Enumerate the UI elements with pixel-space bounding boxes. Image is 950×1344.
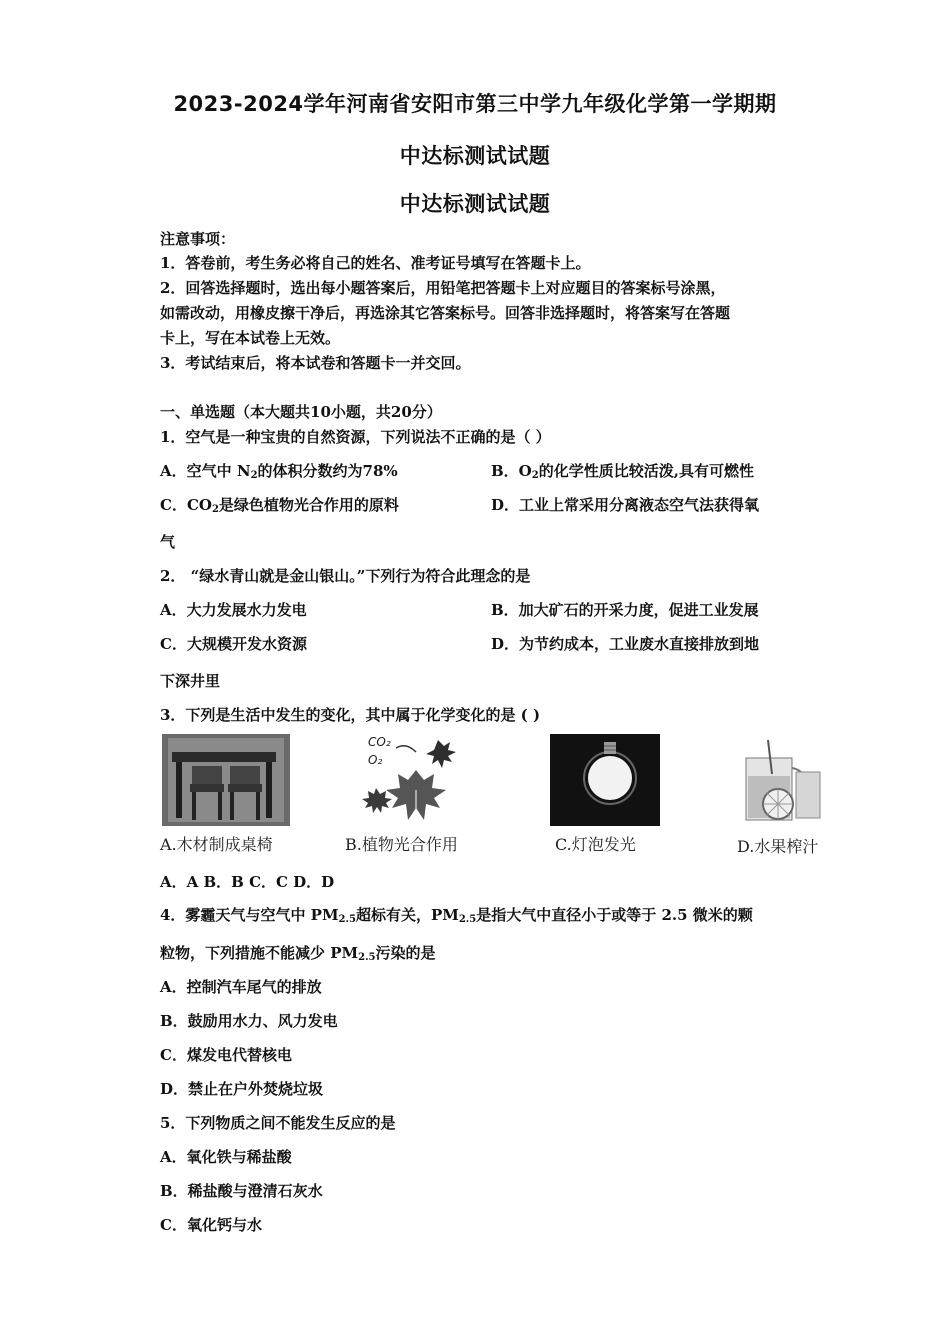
q5-option-c: C．氧化钙与水	[160, 1216, 262, 1234]
q2-option-b: B．加大矿石的开采力度，促进工业发展	[491, 601, 759, 619]
q3-options: A．A B．B C．C D．D	[160, 873, 335, 891]
q4-option-a: A．控制汽车尾气的排放	[160, 978, 322, 996]
notice-item-2c: 卡上，写在本试卷上无效。	[160, 329, 341, 347]
q1-option-c	[160, 494, 399, 515]
fruit-juice-image	[738, 738, 832, 824]
q1-a-text: A．空气中 N	[160, 462, 251, 480]
q4-stem2-a: 粒物，下列措施不能减少 PM	[160, 944, 359, 962]
o2-label: O₂	[368, 753, 383, 767]
q1-option-a	[160, 460, 398, 481]
q1-b-text-post: 的化学性质比较活泼,具有可燃性	[538, 462, 754, 480]
q4-option-c: C．煤发电代替核电	[160, 1046, 292, 1064]
q3-stem: 3．下列是生活中发生的变化，其中属于化学变化的是 ( )	[160, 706, 541, 724]
q5-option-a: A．氧化铁与稀盐酸	[160, 1148, 292, 1166]
page-title-line3: 中达标测试试题	[399, 192, 551, 216]
q2-option-c: C．大规模开发水资源	[160, 635, 307, 653]
q1-a-sub: 2	[250, 470, 258, 481]
page-title-line2: 中达标测试试题	[399, 144, 551, 168]
q3-caption-a: A.木材制成桌椅	[160, 835, 273, 854]
q2-option-d: D．为节约成本，工业废水直接排放到地	[491, 635, 760, 653]
section-heading: 一、单选题（本大题共10小题，共20分）	[160, 403, 442, 421]
q4-stem-b: 超标有关，PM	[355, 906, 459, 924]
q4-stem-a: 4．雾霾天气与空气中 PM	[160, 906, 339, 924]
q3-caption-c: C.灯泡发光	[555, 835, 636, 854]
q1-c-text: C．CO	[160, 496, 212, 514]
q1-b-sub: 2	[531, 470, 539, 481]
q1-option-d-cont: 气	[160, 533, 176, 551]
q1-c-text-post: 是绿色植物光合作用的原料	[218, 496, 399, 514]
q2-stem: 2． “绿水青山就是金山银山。”下列行为符合此理念的是	[160, 567, 531, 585]
notice-item-2b: 如需改动，用橡皮擦干净后，再选涂其它答案标号。回答非选择题时，将答案写在答题	[160, 304, 731, 322]
notice-item-1: 1．答卷前，考生务必将自己的姓名、准考证号填写在答题卡上。	[160, 254, 591, 272]
co2-label: CO₂	[368, 735, 391, 749]
q1-stem: 1．空气是一种宝贵的自然资源，下列说法不正确的是（ ）	[160, 428, 551, 446]
q4-stem-sub2: 2.5	[458, 914, 477, 925]
q4-stem-line2	[160, 942, 436, 963]
light-bulb-image	[550, 734, 660, 826]
q1-c-sub: 2	[211, 504, 219, 515]
q5-option-b: B．稀盐酸与澄清石灰水	[160, 1182, 323, 1200]
q4-option-b: B．鼓励用水力、风力发电	[160, 1012, 338, 1030]
photosynthesis-image	[356, 732, 466, 828]
q5-stem: 5．下列物质之间不能发生反应的是	[160, 1114, 396, 1132]
q1-b-text: B．O	[491, 462, 532, 480]
page-title-line1: 2023-2024学年河南省安阳市第三中学九年级化学第一学期期	[173, 92, 777, 116]
q4-stem2-sub: 2.5	[358, 952, 376, 963]
q2-option-a: A．大力发展水力发电	[160, 601, 307, 619]
notice-heading: 注意事项：	[160, 230, 236, 248]
q1-option-b	[491, 460, 754, 481]
q4-stem2-b: 污染的是	[375, 944, 436, 962]
q4-stem-c: 是指大气中直径小于或等于 2.5 微米的颗	[476, 906, 753, 924]
q1-a-text-post: 的体积分数约为78%	[257, 462, 398, 480]
q4-stem-line1	[160, 904, 753, 925]
q3-caption-b: B.植物光合作用	[345, 835, 458, 854]
notice-item-2a: 2．回答选择题时，选出每小题答案后，用铅笔把答题卡上对应题目的答案标号涂黑，	[160, 279, 726, 297]
q2-option-d-cont: 下深井里	[160, 672, 221, 690]
q3-caption-d: D.水果榨汁	[737, 837, 819, 856]
desk-chairs-image	[162, 734, 290, 826]
q1-option-d: D．工业上常采用分离液态空气法获得氧	[491, 496, 760, 514]
q4-stem-sub1: 2.5	[338, 914, 356, 925]
q4-option-d: D．禁止在户外焚烧垃圾	[160, 1080, 324, 1098]
notice-item-3: 3．考试结束后，将本试卷和答题卡一并交回。	[160, 354, 471, 372]
